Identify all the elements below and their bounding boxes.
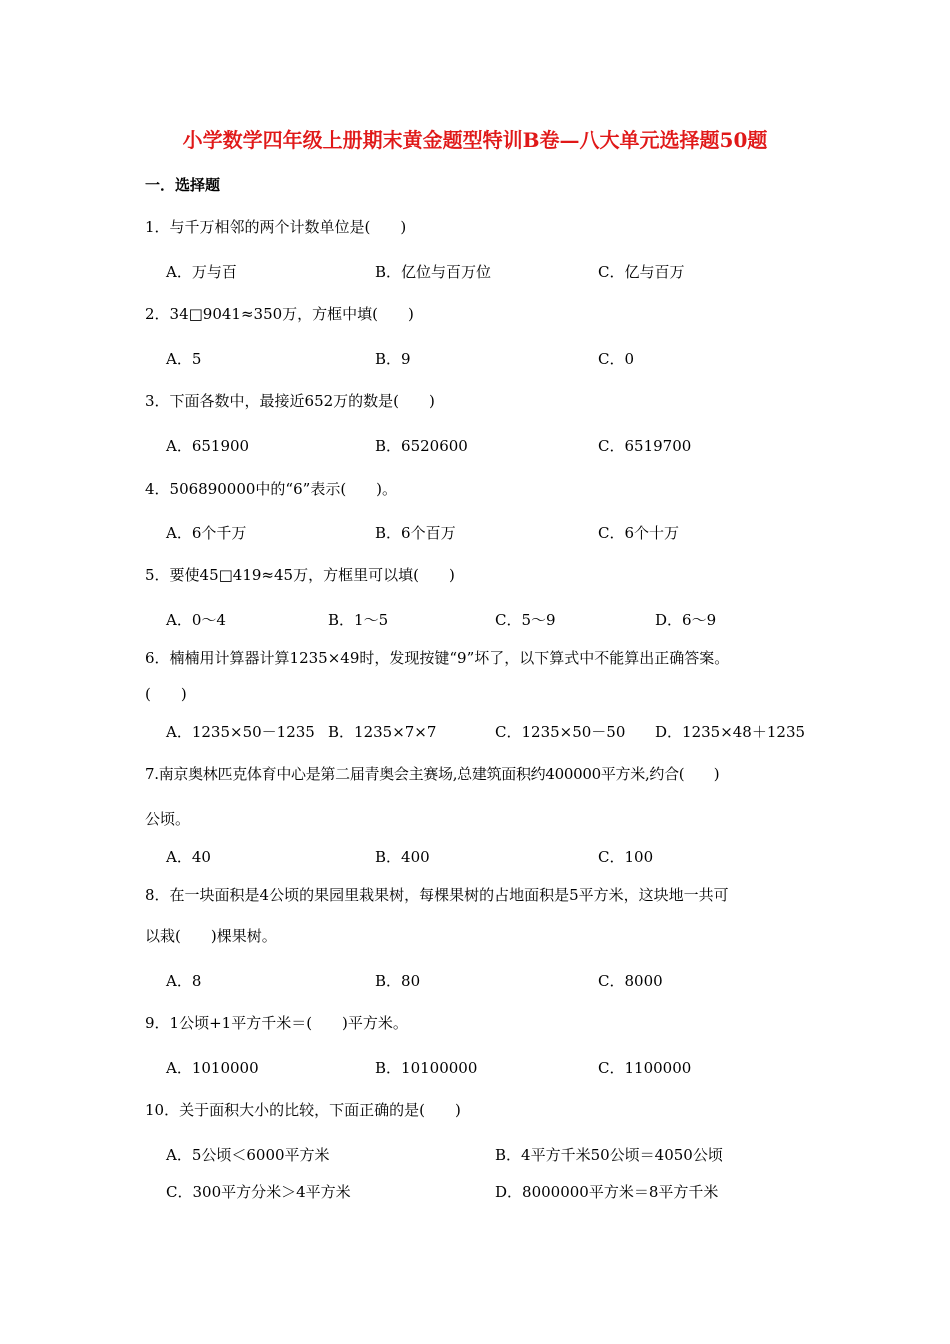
question-3-option-c: C．6519700 [598, 437, 692, 455]
question-1-stem: 1．与千万相邻的两个计数单位是( ) [145, 218, 407, 236]
section-heading: 一．选择题 [145, 176, 221, 194]
question-5-option-b: B．1～5 [328, 611, 389, 629]
question-2-option-c: C．0 [598, 350, 635, 368]
question-7-option-a: A．40 [166, 848, 211, 866]
question-2-option-a: A．5 [166, 350, 202, 368]
question-8-stem: 8．在一块面积是4公顷的果园里栽果树，每棵果树的占地面积是5平方米，这块地一共可 [145, 886, 729, 904]
question-9-option-a: A．1010000 [166, 1059, 259, 1077]
question-7-option-b: B．400 [375, 848, 430, 866]
question-8-option-b: B．80 [375, 972, 421, 990]
question-10-option-c: C．300平方分米＞4平方米 [166, 1183, 351, 1201]
question-7-stem: 7.南京奥林匹克体育中心是第二届青奥会主赛场,总建筑面积约400000平方米,约合( ) [145, 765, 720, 783]
question-5-option-c: C．5～9 [495, 611, 556, 629]
question-2-option-b: B．9 [375, 350, 411, 368]
question-6-option-a: A．1235×50－1235 [166, 723, 315, 741]
question-9-stem: 9．1公顷+1平方千米＝( )平方米。 [145, 1014, 408, 1032]
question-5-stem: 5．要使45□419≈45万，方框里可以填( ) [145, 566, 455, 584]
question-5-option-d: D．6～9 [655, 611, 717, 629]
question-3-option-a: A．651900 [166, 437, 250, 455]
question-10-option-d: D．8000000平方米＝8平方千米 [495, 1183, 719, 1201]
question-2-stem: 2．34□9041≈350万，方框中填( ) [145, 305, 414, 323]
question-1-option-c: C．亿与百万 [598, 263, 685, 281]
question-4-stem: 4．506890000中的“6”表示( )。 [145, 480, 398, 498]
question-10-option-b: B．4平方千米50公顷＝4050公顷 [495, 1146, 723, 1164]
question-9-option-c: C．1100000 [598, 1059, 692, 1077]
question-4-option-c: C．6个十万 [598, 524, 680, 542]
question-1-option-a: A．万与百 [166, 263, 237, 281]
question-6-option-c: C．1235×50－50 [495, 723, 626, 741]
question-8-option-c: C．8000 [598, 972, 663, 990]
question-3-option-b: B．6520600 [375, 437, 468, 455]
question-4-option-b: B．6个百万 [375, 524, 456, 542]
question-8-stem-continued: 以栽( )棵果树。 [145, 927, 277, 945]
question-9-option-b: B．10100000 [375, 1059, 478, 1077]
question-6-option-b: B．1235×7×7 [328, 723, 437, 741]
question-1-option-b: B．亿位与百万位 [375, 263, 492, 281]
question-6-stem: 6．楠楠用计算器计算1235×49时，发现按键“9”坏了，以下算式中不能算出正确答案。 [145, 649, 730, 667]
question-6-option-d: D．1235×48＋1235 [655, 723, 806, 741]
question-10-option-a: A．5公顷＜6000平方米 [166, 1146, 330, 1164]
page-title: 小学数学四年级上册期末黄金题型特训B卷—八大单元选择题50题 [182, 128, 768, 152]
question-3-stem: 3．下面各数中，最接近652万的数是( ) [145, 392, 435, 410]
question-8-option-a: A．8 [166, 972, 202, 990]
question-5-option-a: A．0～4 [166, 611, 226, 629]
question-7-option-c: C．100 [598, 848, 654, 866]
question-7-stem-continued: 公顷。 [145, 810, 191, 828]
question-6-stem-continued: ( ) [145, 685, 187, 703]
question-4-option-a: A．6个千万 [166, 524, 247, 542]
question-10-stem: 10．关于面积大小的比较，下面正确的是( ) [145, 1101, 461, 1119]
